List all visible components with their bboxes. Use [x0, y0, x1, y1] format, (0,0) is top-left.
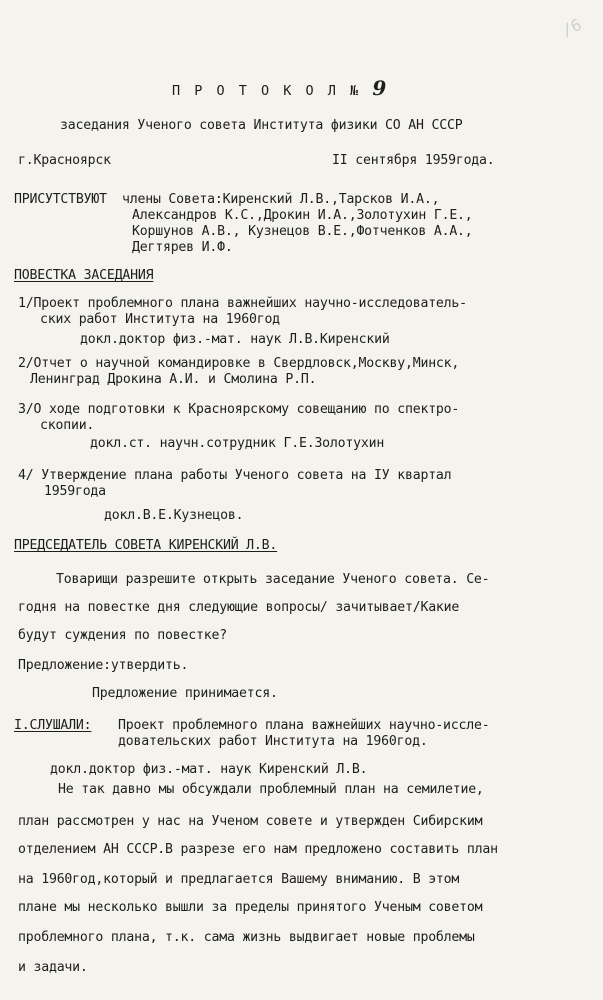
agenda-item-1-speaker: докл.доктор физ.-мат. наук Л.В.Киренский: [80, 332, 390, 347]
agenda-item-2-cont: Ленинград Дрокина А.И. и Смолина Р.П.: [30, 372, 317, 387]
protocol-title: [172, 76, 387, 100]
agenda-item-4-speaker: докл.В.Е.Кузнецов.: [104, 508, 244, 523]
title-text: П Р О Т О К О Л №: [172, 83, 362, 99]
agenda-item-1: 1/Проект проблемного плана важнейших научно-исследователь-: [18, 296, 467, 311]
heard-label: I.СЛУШАЛИ:: [14, 718, 92, 733]
chair-speech-line: годня на повестке дня следующие вопросы/ зачитывает/Какие: [18, 600, 460, 615]
paragraph-line: плане мы несколько вышли за пределы принятого Ученым советом: [18, 900, 483, 915]
attendance-line: Коршунов А.В., Кузнецов В.Е.,Фотченков А.А.,: [132, 224, 473, 239]
attendance-line: Дегтярев И.Ф.: [132, 240, 233, 255]
city: г.Красноярск: [18, 153, 111, 168]
protocol-subtitle: заседания Ученого совета Института физики СО АН СССР: [60, 118, 463, 133]
proposal-line: Предложение:утвердить.: [18, 658, 189, 673]
attendance-line: члены Совета:Киренский Л.В.,Тарсков И.А.,: [122, 192, 440, 207]
heard-topic-line: довательских работ Института на 1960год.: [118, 734, 428, 749]
proposal-accepted: Предложение принимается.: [92, 686, 278, 701]
paragraph-line: план рассмотрен у нас на Ученом совете и утвержден Сибирским: [18, 814, 483, 829]
protocol-number: 9: [372, 76, 387, 100]
paragraph-line: проблемного плана, т.к. сама жизнь выдвигает новые проблемы: [18, 930, 475, 945]
attendance-line: Александров К.С.,Дрокин И.А.,Золотухин Г.Е.,: [132, 208, 473, 223]
present-label: ПРИСУТСТВУЮТ: [14, 192, 107, 207]
agenda-item-4: 4/ Утверждение плана работы Ученого совета на IУ квартал: [18, 468, 452, 483]
heard-topic-line: Проект проблемного плана важнейших научно-иссле-: [118, 718, 490, 733]
chair-speech-line: будут суждения по повестке?: [18, 628, 227, 643]
paragraph-line: и задачи.: [18, 960, 88, 975]
corner-pencil-mark: /6: [558, 14, 585, 41]
agenda-item-3-speaker: докл.ст. научн.сотрудник Г.Е.Золотухин: [90, 436, 385, 451]
agenda-item-3-cont: скопии.: [40, 418, 95, 433]
agenda-item-1-cont: ских работ Института на 1960год: [40, 312, 280, 327]
chair-speech-line: Товарищи разрешите открыть заседание Ученого совета. Се-: [56, 572, 490, 587]
chair-heading: ПРЕДСЕДАТЕЛЬ СОВЕТА КИРЕНСКИЙ Л.В.: [14, 538, 278, 553]
agenda-item-2: 2/Отчет о научной командировке в Свердловск,Москву,Минск,: [18, 356, 460, 371]
paragraph-line: отделением АН СССР.В разрезе его нам предложено составить план: [18, 842, 498, 857]
heard-speaker: докл.доктор физ.-мат. наук Киренский Л.В.: [50, 762, 368, 777]
meeting-date: II сентября 1959года.: [332, 153, 495, 168]
paragraph-line: Не так давно мы обсуждали проблемный план на семилетие,: [58, 782, 484, 797]
agenda-item-3: 3/О ходе подготовки к Красноярскому совещанию по спектро-: [18, 402, 460, 417]
agenda-item-4-cont: 1959года: [44, 484, 106, 499]
agenda-heading: ПОВЕСТКА ЗАСЕДАНИЯ: [14, 268, 154, 283]
paragraph-line: на 1960год,который и предлагается Вашему вниманию. В этом: [18, 872, 460, 887]
